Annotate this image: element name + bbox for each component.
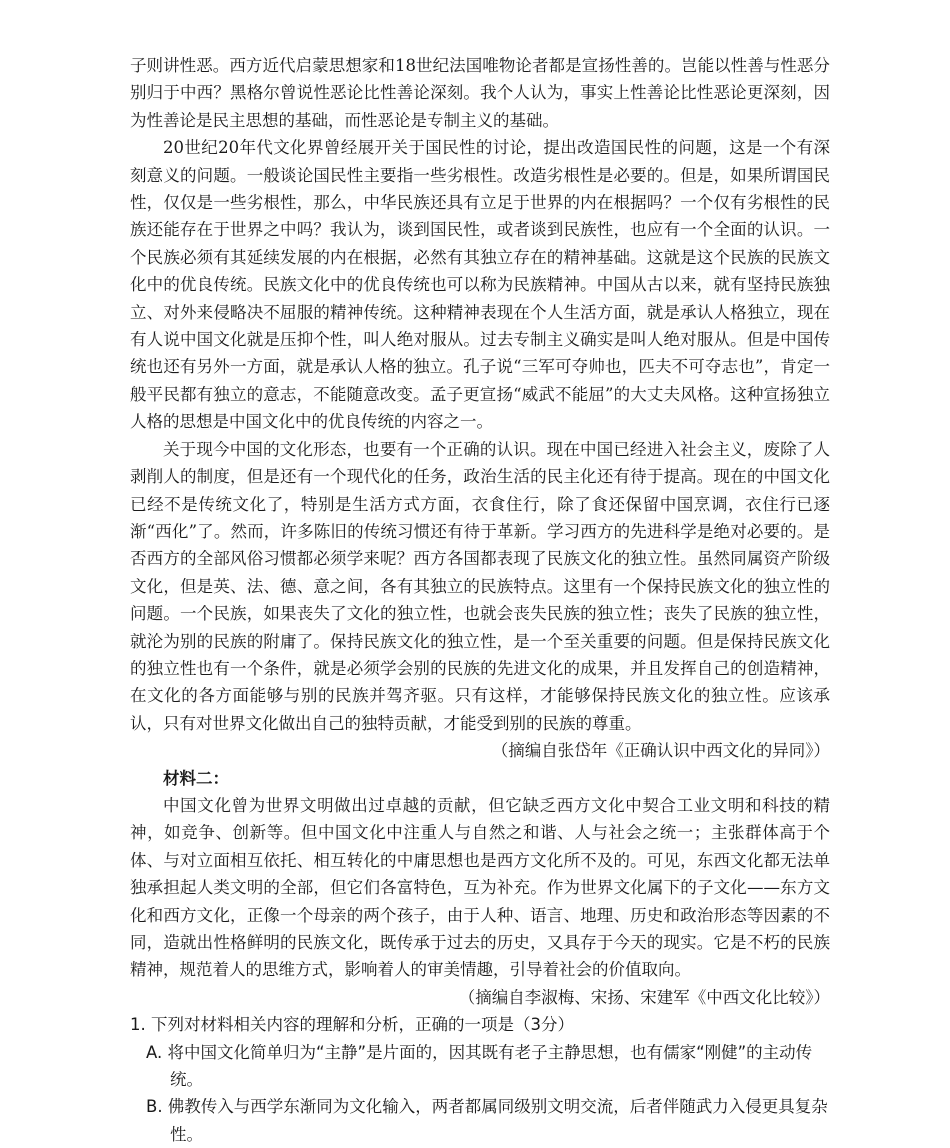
material-two-source: （摘编自李淑梅、宋扬、宋建军《中西文化比较》） xyxy=(458,987,830,1007)
material-one-paragraph-3: 关于现今中国的文化形态，也要有一个正确的认识。现在中国已经进入社会主义，废除了人剥削人的制度，但是还有一个现代化的任务，政治生活的民主化还有待于提高。现在的中国文化已经不是传统文化了，特别是生活方式方面，衣食住行，除了食还保留中国烹调，衣住行已逐渐“西化”了。然而，许多陈旧的传统习惯还有待于革新。学习西方的先进科学是绝对必要的。是否西方的全部风俗习惯都必须学来呢？西方各国都表现了民族文化的独立性。虽然同属资产阶级文化，但是英、法、德、意之间，各有其独立的民族特点。这里有一个保持民族文化的独立性的问题。一个民族，如果丧失了文化的独立性，也就会丧失民族的独立性；丧失了民族的独立性，就沦为别的民族的附庸了。保持民族文化的独立性，是一个至关重要的问题。但是保持民族文化的独立性也有一个条件，就是必须学会别的民族的先进文化的成果，并且发挥自己的创造精神，在文化的各方面能够与别的民族并驾齐驱。只有这样，才能够保持民族文化的独立性。应该承认，只有对世界文化做出自己的独特贡献，才能受到别的民族的尊重。 xyxy=(130,439,830,733)
material-one-paragraph-1: 子则讲性恶。西方近代启蒙思想家和18世纪法国唯物论者都是宣扬性善的。岂能以性善与性恶分别归于中西？黑格尔曾说性恶论比性善论深刻。我个人认为，事实上性善论比性恶论更深刻，因为性善论是民主思想的基础，而性恶论是专制主义的基础。 xyxy=(130,56,830,130)
question-option-a: A. 将中国文化简单归为“主静”是片面的，因其既有老子主静思想，也有儒家“刚健”的主动传统。 xyxy=(146,1042,813,1090)
exam-page xyxy=(130,52,830,1148)
question-stem: 1. 下列对材料相关内容的理解和分析，正确的一项是（3分） xyxy=(130,1015,574,1035)
material-one-source: （摘编自张岱年《正确认识中西文化的异同》） xyxy=(491,741,830,761)
material-two-heading: 材料二： xyxy=(163,768,229,788)
material-one-paragraph-2: 20世纪20年代文化界曾经展开关于国民性的讨论，提出改造国民性的问题，这是一个有深刻意义的问题。一般谈论国民性主要指一些劣根性。改造劣根性是必要的。但是，如果所谓国民性，仅仅是一些劣根性，那么，中华民族还具有立足于世界的内在根据吗？一个仅有劣根性的民族还能存在于世界之中吗？我认为，谈到国民性，或者谈到民族性，也应有一个全面的认识。一个民族必须有其延续发展的内在根据，必然有其独立存在的精神基础。这就是这个民族的民族文化中的优良传统。民族文化中的优良传统也可以称为民族精神。中国从古以来，就有坚持民族独立、对外来侵略决不屈服的精神传统。这种精神表现在个人生活方面，就是承认人格独立，现在有人说中国文化就是压抑个性，叫人绝对服从。过去专制主义确实是叫人绝对服从。但是中国传统也还有另外一方面，就是承认人格的独立。孔子说“三军可夺帅也，匹夫不可夺志也”，肯定一般平民都有独立的意志，不能随意改变。孟子更宣扬“威武不能屈”的大丈夫风格。这种宣扬独立人格的思想是中国文化中的优良传统的内容之一。 xyxy=(130,138,830,432)
material-two-paragraph: 中国文化曾为世界文明做出过卓越的贡献，但它缺乏西方文化中契合工业文明和科技的精神，如竞争、创新等。但中国文化中注重人与自然之和谐、人与社会之统一；主张群体高于个体、与对立面相互依托、相互转化的中庸思想也是西方文化所不及的。可见，东西文化都无法单独承担起人类文明的全部，但它们各富特色，互为补充。作为世界文化属下的子文化——东方文化和西方文化，正像一个母亲的两个孩子，由于人种、语言、地理、历史和政治形态等因素的不同，造就出性格鲜明的民族文化，既传承于过去的历史，又具存于今天的现实。它是不朽的民族精神，规范着人的思维方式，影响着人的审美情趣，引导着社会的价值取向。 xyxy=(130,795,830,980)
question-option-b: B. 佛教传入与西学东渐同为文化输入，两者都属同级别文明交流，后者伴随武力入侵更具复杂性。 xyxy=(146,1097,828,1144)
